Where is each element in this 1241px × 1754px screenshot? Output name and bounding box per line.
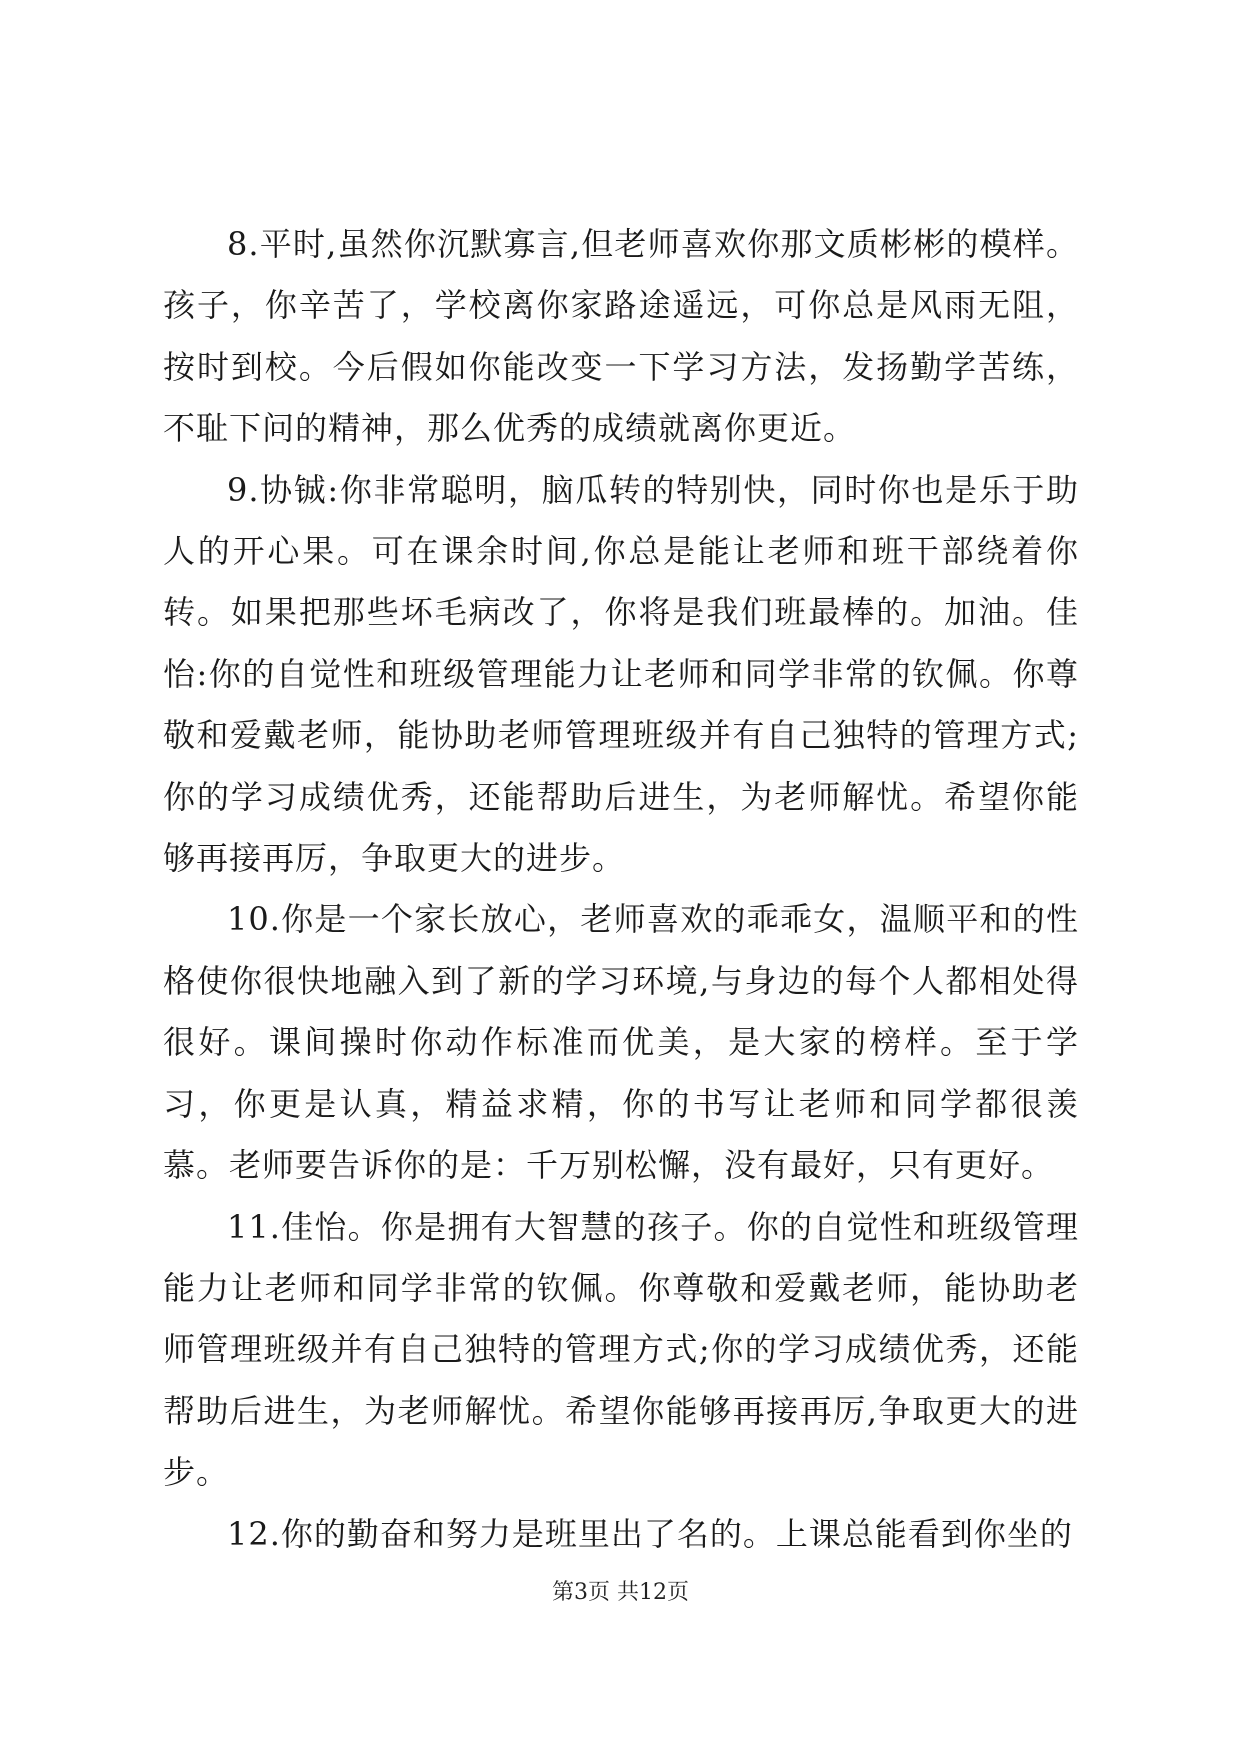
paragraph-11: 11.佳怡。你是拥有大智慧的孩子。你的自觉性和班级管理能力让老师和同学非常的钦佩。你尊敬和爱戴老师，能协助老师管理班级并有自己独特的管理方式;你的学习成绩优秀，还能帮助后进生，为老师解忧。希望你能够再接再厉,争取更大的进步。 (163, 1207, 1079, 1492)
page-footer: 第3页 共12页 (552, 1580, 689, 1605)
paragraph-8: 8.平时,虽然你沉默寡言,但老师喜欢你那文质彬彬的模样。孩子，你辛苦了，学校离你家路途遥远，可你总是风雨无阻，按时到校。今后假如你能改变一下学习方法，发扬勤学苦练，不耻下问的精神，那么优秀的成绩就离你更近。 (163, 225, 1079, 448)
paragraph-12: 12.你的勤奋和努力是班里出了名的。上课总能看到你坐的 (227, 1514, 1073, 1553)
paragraph-10: 10.你是一个家长放心，老师喜欢的乖乖女，温顺平和的性格使你很快地融入到了新的学习环境,与身边的每个人都相处得很好。课间操时你动作标准而优美，是大家的榜样。至于学习，你更是认真，精益求精，你的书写让老师和同学都很羡慕。老师要告诉你的是：千万别松懈，没有最好，只有更好。 (163, 900, 1079, 1185)
document-body (163, 214, 1079, 1565)
paragraph-9: 9.协铖:你非常聪明，脑瓜转的特别快，同时你也是乐于助人的开心果。可在课余时间,你总是能让老师和班干部绕着你转。如果把那些坏毛病改了，你将是我们班最棒的。加油。佳怡:你的自觉性和班级管理能力让老师和同学非常的钦佩。你尊敬和爱戴老师，能协助老师管理班级并有自己独特的管理方式;你的学习成绩优秀，还能帮助后进生，为老师解忧。希望你能够再接再厉，争取更大的进步。 (163, 470, 1079, 878)
